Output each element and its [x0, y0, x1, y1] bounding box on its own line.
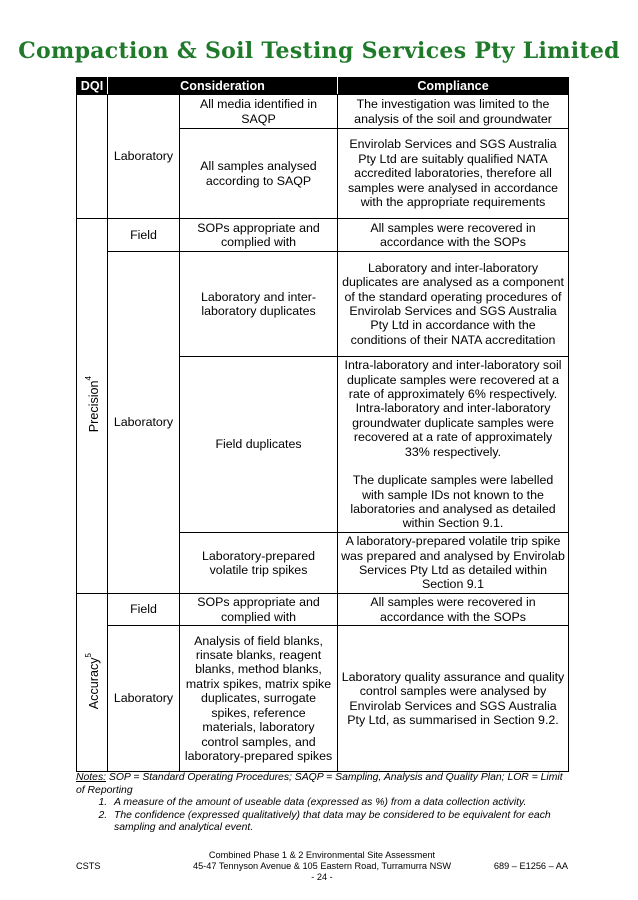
footer-line-1: Combined Phase 1 & 2 Environmental Site Assessment: [208, 850, 436, 860]
consideration-cell: All media identified in SAQP: [180, 95, 338, 129]
table-header-row: [77, 78, 569, 95]
dqi-accuracy: [77, 594, 108, 772]
notes-intro: [76, 772, 568, 797]
page-number: - 24 -: [311, 872, 333, 882]
compliance-cell: [338, 357, 569, 533]
consideration-cell: Laboratory-prepared volatile trip spikes: [180, 533, 338, 594]
header-consideration: Consideration: [108, 78, 338, 95]
consideration-cell: SOPs appropriate and complied with: [180, 219, 338, 252]
compliance-cell: All samples were recovered in accordance with the SOPs: [338, 219, 569, 252]
notes-text: SOP = Standard Operating Procedures; SAQP = Sampling, Analysis and Quality Plan; LOR = Limit of Reporting: [76, 772, 563, 796]
subcat-cell: Field: [108, 219, 180, 252]
compliance-para-1: Intra-laboratory and inter-laboratory soil duplicate samples were recovered at a rate of approximately 6% respectively. Intra-laboratory and inter-laboratory groundwater duplicate samples were recovered at a rate of approximately 33% respectively.: [344, 358, 562, 459]
consideration-cell: Analysis of field blanks, rinsate blanks, reagent blanks, method blanks, matrix spikes, matrix spike duplicates, surrogate spikes, reference materials, laboratory control samples, and laboratory-prepared spikes: [180, 626, 338, 772]
note-item: 2. The confidence (expressed qualitatively) that data may be considered to be equivalent for each sampling and analytical event.: [110, 810, 568, 835]
company-title: Compaction & Soil Testing Services Pty Limited: [18, 38, 620, 64]
compliance-cell: A laboratory-prepared volatile trip spike was prepared and analysed by Envirolab Services Pty Ltd as detailed within Section 9.1: [338, 533, 569, 594]
compliance-cell: Envirolab Services and SGS Australia Pty Ltd are suitably qualified NATA accredited laboratories, therefore all samples were analysed in accordance with the appropriate requirements: [338, 129, 569, 219]
consideration-cell: SOPs appropriate and complied with: [180, 594, 338, 626]
compliance-para-2: The duplicate samples were labelled with sample IDs not known to the laboratories and analysed as detailed within Section 9.1.: [350, 473, 556, 531]
notes: [76, 772, 568, 835]
table-row: [77, 252, 569, 357]
notes-label: Notes:: [76, 772, 107, 783]
footer-line-2: 45-47 Tennyson Avenue & 105 Eastern Road, Turramurra NSW: [192, 861, 452, 871]
compliance-cell: Laboratory and inter-laboratory duplicates are analysed as a component of the standard operating procedures of Envirolab Services and SGS Australia Pty Ltd in accordance with the conditions of their NATA accreditation: [338, 252, 569, 357]
notes-list: [76, 797, 568, 835]
accuracy-label: Accuracy$^5$: [84, 652, 102, 709]
compliance-cell: The investigation was limited to the analysis of the soil and groundwater: [338, 95, 569, 129]
table-row: [77, 594, 569, 626]
dqi-table: [76, 77, 569, 772]
table-row: [77, 95, 569, 129]
footer-left: CSTS: [76, 861, 101, 871]
consideration-cell: Field duplicates: [180, 357, 338, 533]
dqi-precision: [77, 219, 108, 594]
subcat-cell: Laboratory: [108, 626, 180, 772]
compliance-cell: Laboratory quality assurance and quality control samples were analysed by Envirolab Services and SGS Australia Pty Ltd, as summarised in Section 9.2.: [338, 626, 569, 772]
compliance-cell: All samples were recovered in accordance with the SOPs: [338, 594, 569, 626]
footer-right: 689 – E1256 – AA: [493, 861, 568, 871]
table-row: [77, 219, 569, 252]
header-compliance: Compliance: [338, 78, 569, 95]
note-item: 1. A measure of the amount of useable data (expressed as %) from a data collection activity.: [110, 797, 568, 810]
subcat-cell: Field: [108, 594, 180, 626]
subcat-cell: Laboratory: [108, 252, 180, 594]
subcat-cell: Laboratory: [108, 95, 180, 219]
table-row: [77, 626, 569, 772]
consideration-cell: Laboratory and inter-laboratory duplicates: [180, 252, 338, 357]
consideration-cell: All samples analysed according to SAQP: [180, 129, 338, 219]
dqi-cell-empty: [77, 95, 108, 219]
precision-label: Precision$^4$: [84, 376, 102, 433]
header-dqi: DQI: [77, 78, 108, 95]
